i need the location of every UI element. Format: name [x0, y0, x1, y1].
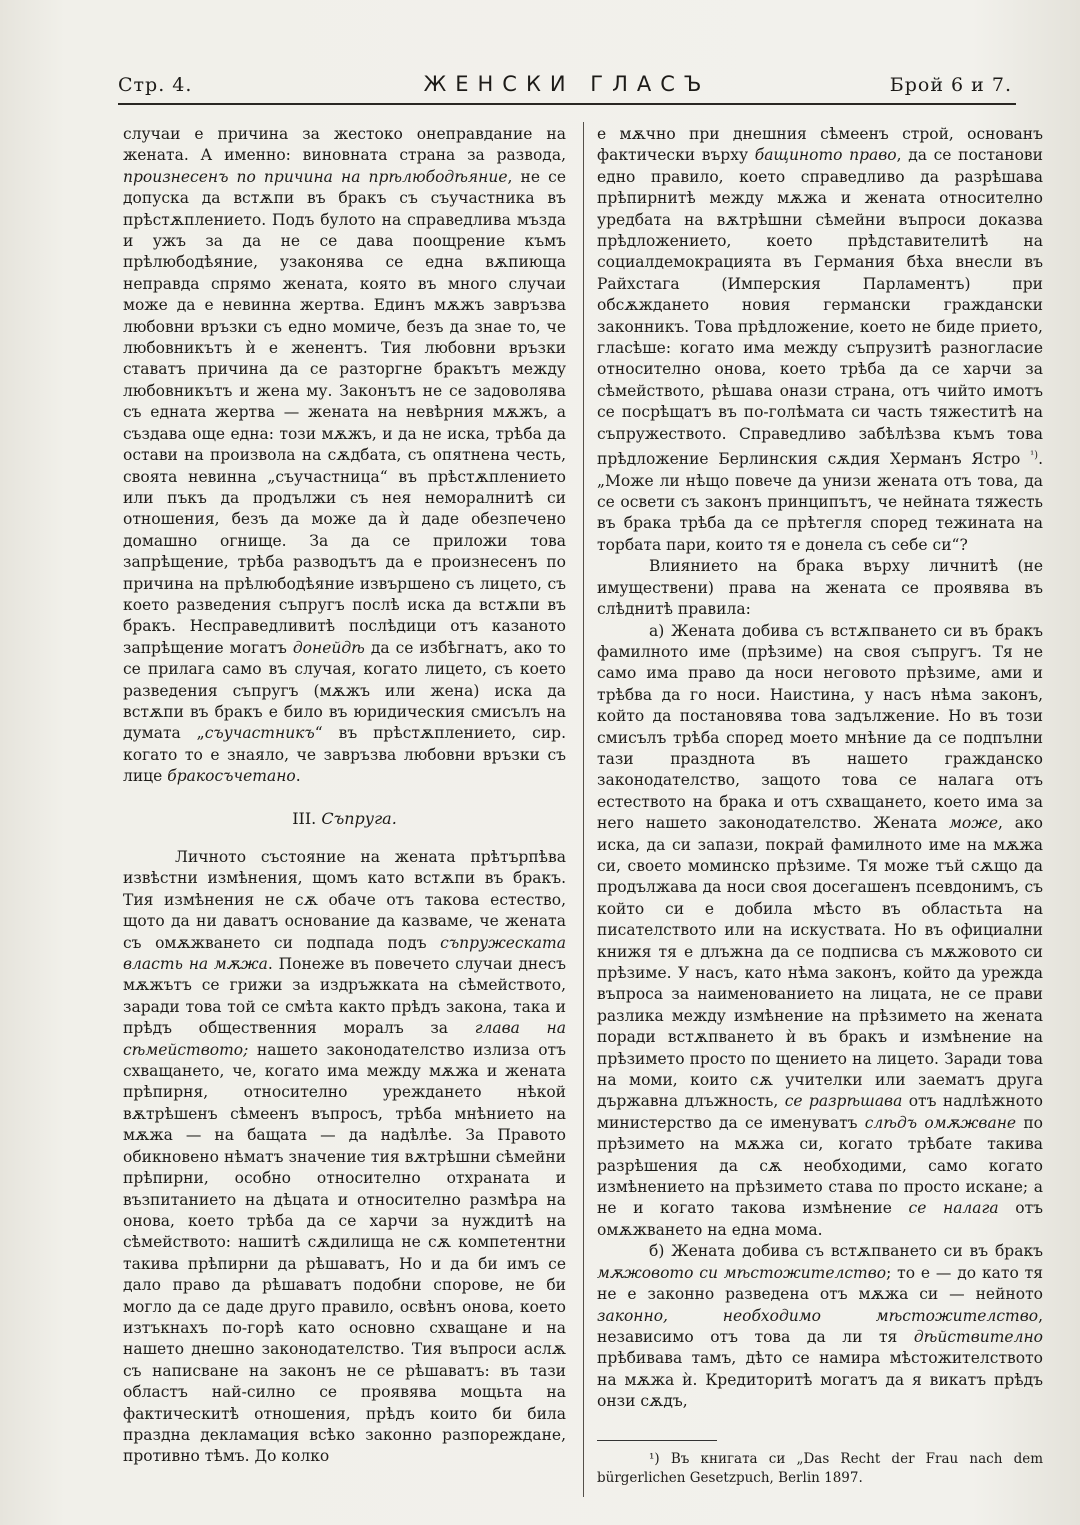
footnote-ref: ¹): [1030, 450, 1039, 462]
column-divider: [583, 122, 584, 1497]
footnote-mark: ¹): [649, 1451, 660, 1467]
page-number: Стр. 4.: [118, 74, 193, 96]
left-paragraph-2: Личното състояние на жената прѣтърпѣва извѣстни измѣнения, щомъ като встѫпи въ бракъ. Тия измѣнения не сѫ обаче отъ такова естество, щото да ни даватъ основание да казваме, че жената съ омѫжването си подпада подъ съпружеската власть на мѫжа. Понеже въ повечето случаи днесъ мѫжътъ се грижи за издръжката на сѣмейството, заради това той се смѣта както прѣдъ закона, така и прѣдъ общественния моралъ за глава на сѣмейството; нашето законодателство излиза отъ схващането, че, когато има между мѫжа и жената прѣпирня, относително уреждането нѣкой вѫтрѣшенъ сѣмеенъ въпросъ, трѣба мнѣнието на мѫжа — на бащата — да надѣлѣе. За Правото обикновено нѣматъ значение тия вѫтрѣшни сѣмейни прѣпирни, особно относително отхраната и възпитанието на дѣцата и относително размѣра на онова, което трѣба да се харчи за нуждитѣ на сѣмейството: нашитѣ сѫдилища не сѫ компетентни такива прѣпирни да рѣшаватъ, Но и да би имъ се дало право да рѣшаватъ подобни спорове, не би могло да се даде друго правило, освѣнъ онова, което изтъкнахъ по-горѣ като основно схващане и на нашето днешно законодателство. Тия въпроси аслѫ съ написване на законъ не се рѣшаватъ: въ тази областъ най-силно се проявява мощьта на фактическитѣ отношения, прѣдъ които би била празднa декламация всѣко законно разпореждане, противно тѣмъ. До колко: [123, 848, 566, 1466]
footnote: [597, 1450, 1043, 1488]
page-header: [118, 72, 1016, 102]
right-paragraph-1: е мѫчно при днешния сѣмеенъ строй, основанъ фактически върху бащиното право, да се постанови едно правило, което справедливо да разрѣшава прѣпирнитѣ между мѫжа и жената относително уредбата на вѫтрѣшни сѣмейни въпроси доказва прѣдложението, което прѣдставителитѣ на социалдемокрацията въ Германия бѣха внесли въ Райхстага (Имперския Парламентъ) при обсѫждането новия германски граждански законникъ. Това прѣдложение, което не биде прието, гласѣше: когато има между съпрузитѣ разногласие относително онова, което трѣба да се харчи за сѣмейството, рѣшава онази страна, отъ чийто имотъ се посрѣщатъ въ по-голѣмата си часть тяжеститѣ на съпружеството. Справедливо забѣлѣзва къмъ това прѣдложение Берлинския сѫдия Херманъ Ястро $^{^1)}$. „Може ли нѣщо повече да унизи жената отъ това, да се освети съ законъ принципътъ, че нейната тяжесть въ брака трѣба да се прѣтегля според тежината на торбата пари, които тя е донела съ себе си“?: [597, 125, 1043, 554]
footnote-text: Въ книгата си „Das Recht der Frau nach dem bürgerlichen Gesetzpuch, Berlin 1897.: [597, 1451, 1043, 1486]
issue-number: Брой 6 и 7.: [889, 74, 1012, 96]
left-column: [123, 124, 566, 1468]
right-column: [597, 124, 1043, 1413]
right-paragraph-3: а) Жената добива съ встѫпването си въ бракъ фамилното име (прѣзиме) на своя съпругъ. Тя не само има право да носи неговото прѣзиме, ами и трѣбва да го носи. Наистина, у насъ нѣма законъ, който да постановява това задължение. Но въ този смисълъ трѣба според моето мнѣние да се подпълни тази празднота въ нашето гражданско законодателство, защото това се налага отъ естеството на брака и отъ схващането, което има за него нашето законодателство. Жената може, ако иска, да си запази, покрай фамилното име на мѫжа си, своето моминско прѣзиме. Тя може тъй сѫщо да продължава да носи своя досегашенъ псевдонимъ, съ който си е добила мѣсто въ областьта на писателството или на искуствата. Но въ официални книжя тя е длъжна да се подписва съ мѫжовото си прѣзиме. У насъ, като нѣма законъ, който да урежда въпроса за наименованието на лицата, не се прави разлика между измѣнение на прѣзимето на жената поради встѫпването ѝ въ бракъ и измѣнение на прѣзимето просто по щението на лицето. Заради това на моми, които сѫ учителки или заематъ друга държавна длъжность, се разрѣшава отъ надлѣжното министерство да се именуватъ слѣдъ омѫжване по прѣзимето на мѫжа си, когато трѣбате такива разрѣшения да сѫ необходими, само когато измѣнението на прѣзимето става по просто искане; а не и когато такова измѣнение се налага отъ омѫжването на една мома.: [597, 621, 1044, 1239]
left-paragraph-1: случаи е причина за жестоко онеправдание на жената. А именно: виновната страна за развода, произнесенъ по причина на прѣлюбодѣяние, не се допуска да встѫпи въ бракъ съ съучастника въ прѣстѫплението. Подъ булото на справедлива мъзда и ужъ за да не се дава поощрение къмъ прѣлюбодѣяние, узаконява се една вѫпиюща неправда спрямо жената, която въ много случаи може да е невинна жертва. Единъ мѫжъ завръзва любовни връзки съ едно момиче, безъ да знае то, че любовникътъ ѝ е женентъ. Тия любовни връзки ставатъ причина да се разторгне бракътъ между любовникътъ и жена му. Законътъ не се задоволява съ едната жертва — жената на невѣрния мѫжъ, а създава още една: този мѫжъ, и да не иска, трѣба да остави на произвола на сѫдбата, съ опятнена честь, своята невинна „съучастница“ въ прѣстѫплението или пъкъ да продължи съ нея неморалнитѣ си отношения, безъ да може да ѝ даде обезпечено домашно огнище. За да се приложи това запрѣщение, трѣба разводътъ да е произнесенъ по причина на прѣлюбодѣяние извършено съ лицето, съ което разведения съпругъ послѣ иска да встѫпи въ бракъ. Несправедливитѣ послѣдици отъ казаното запрѣщение могатъ донейдѣ да се избѣгнатъ, ако то се прилага само въ случая, когато лицето, съ което разведения съпругъ (мѫжъ или жена) иска да встѫпи въ бракъ е било въ юридическия смисълъ на думата „съучастникъ“ въ прѣстѫплението, сир. когато то е знаяло, че завръзва любовни връзки съ лице бракосъчетано.: [123, 125, 567, 786]
footnote-rule: [597, 1440, 717, 1441]
newspaper-title: ЖЕНСКИ ГЛАСЪ: [423, 72, 711, 96]
right-paragraph-2: Влиянието на брака върху личнитѣ (не имуществени) права на жената се проявява въ слѣднитѣ правила:: [597, 557, 1043, 619]
right-paragraph-4: б) Жената добива съ встѫпването си въ бракъ мѫжовото си мѣстожителство; то е — до като тя не е законно разведена отъ мѫжа си — нейното законно, необходимо мѣстожителство, независимо отъ това да ли тя дѣйствително прѣбивава тамъ, дѣто се намира мѣстожителството на мѫжа ѝ. Кредиторитѣ могатъ да я викатъ прѣдъ онзи сѫдъ,: [597, 1242, 1043, 1411]
header-rule: [118, 103, 1016, 105]
section-heading: III. Съпруга.: [292, 808, 397, 828]
